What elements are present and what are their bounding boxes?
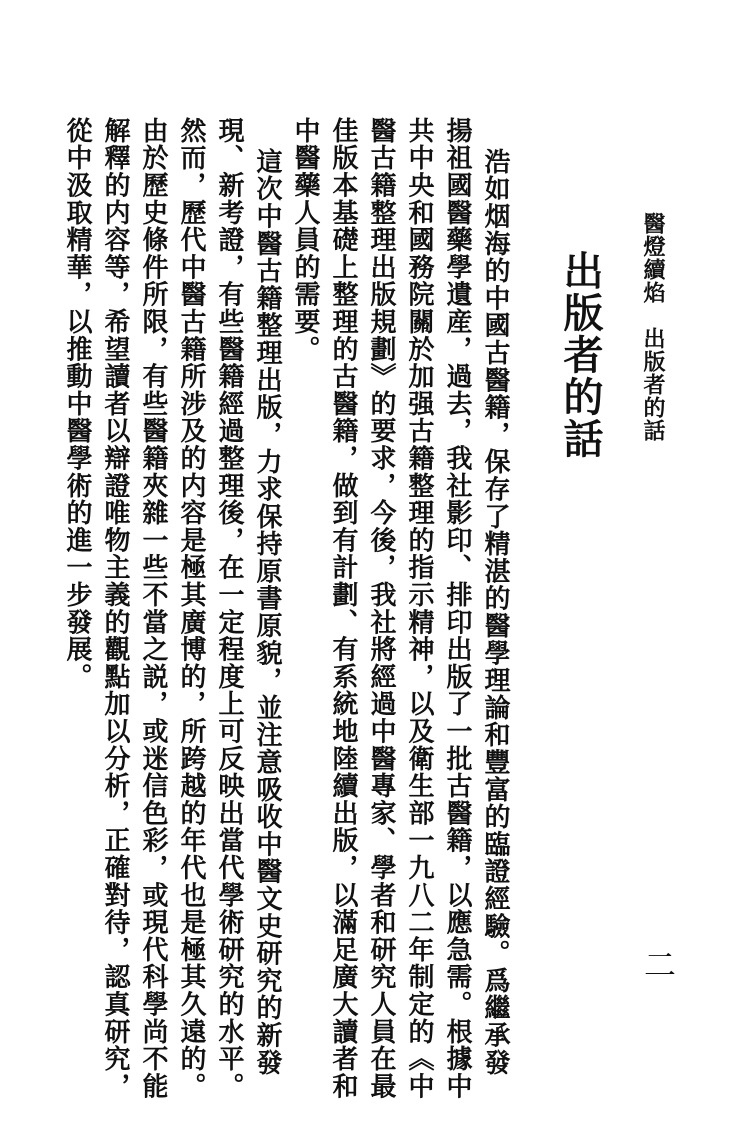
chapter-title: 出版者的話 xyxy=(557,250,604,460)
body-line-8: 現、新考證，有些醫籍經過整理後，在一定程度上可反映出當代學術研究的水平。 xyxy=(214,117,244,1100)
body-line-6: 中醫藥人員的需要。 xyxy=(290,117,320,363)
body-line-3: 共中央和國務院關於加强古籍整理的指示精神，以及衛生部一九八二年制定的《中 xyxy=(404,117,434,1100)
body-line-1: 浩如烟海的中國古醫籍，保存了精湛的醫學理論和豐富的臨證經驗。爲繼承發 xyxy=(480,148,510,1077)
body-line-2: 揚祖國醫藥學遺産，過去，我社影印、排印出版了一批古醫籍，以應急需。根據中 xyxy=(442,117,472,1100)
page-number: 二 xyxy=(643,946,676,984)
body-line-5: 佳版本基礎上整理的古醫籍，做到有計劃、有系統地陸續出版，以滿足廣大讀者和 xyxy=(328,117,358,1100)
body-line-7: 這次中醫古籍整理出版，力求保持原書原貌，並注意吸收中醫文史研究的新發 xyxy=(252,148,282,1077)
running-head: 醫燈續焰 出版者的話 xyxy=(640,212,666,442)
body-line-4: 醫古籍整理出版規劃》的要求，今後，我社將經過中醫專家、學者和研究人員在最 xyxy=(366,117,396,1100)
body-line-11: 解釋的内容等，希望讀者以辯證唯物主義的觀點加以分析，正確對待，認真研究， xyxy=(100,117,130,1100)
body-line-10: 由於歷史條件所限，有些醫籍夾雜一些不當之説，或迷信色彩，或現代科學尚不能 xyxy=(138,117,168,1100)
body-line-9: 然而，歷代中醫古籍所涉及的内容是極其廣博的，所跨越的年代也是極其久遠的。 xyxy=(176,117,206,1100)
body-line-12: 從中汲取精華，以推動中醫學術的進一步發展。 xyxy=(62,117,92,691)
